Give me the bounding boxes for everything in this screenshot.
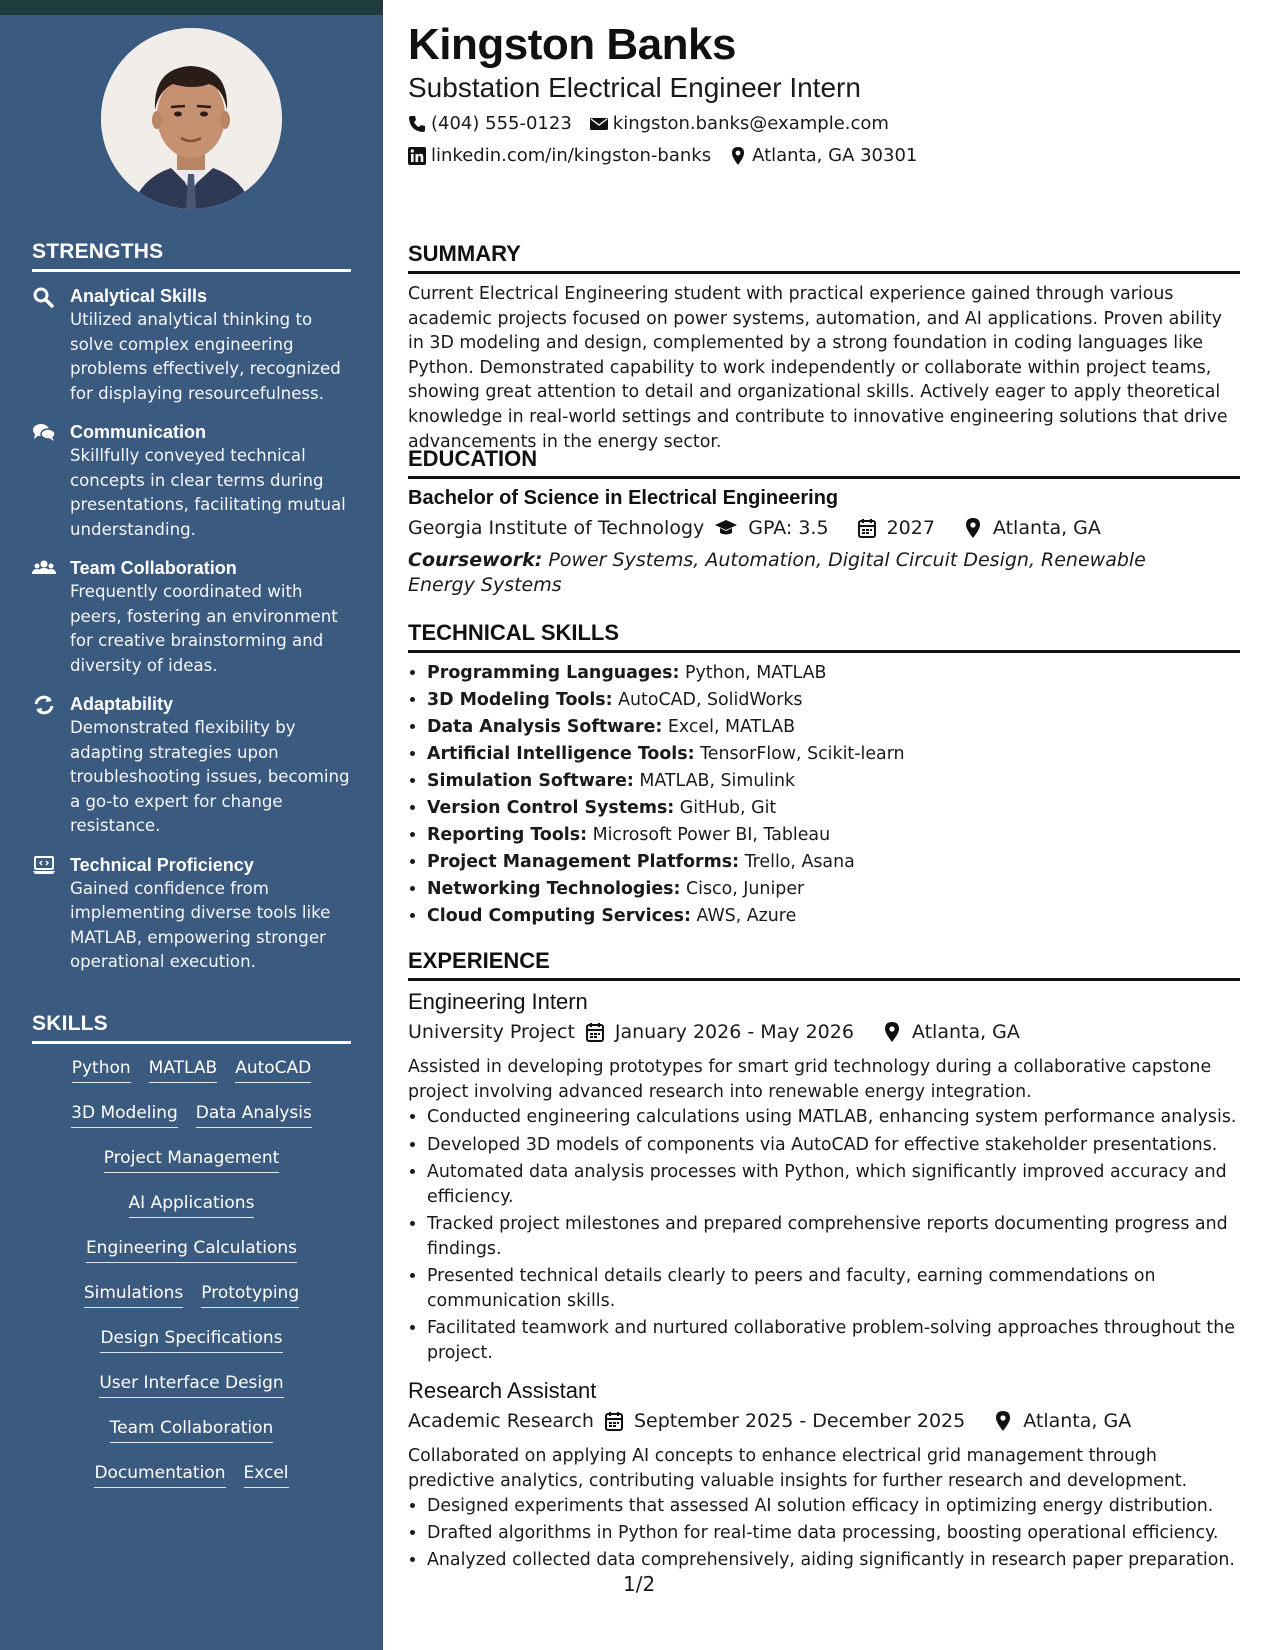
strength-item [32, 556, 351, 678]
strength-item [32, 420, 351, 542]
strengths-heading: STRENGTHS [32, 240, 351, 272]
strength-description: Frequently coordinated with peers, fostering an environment for creative brainstorming and diversity of ideas. [70, 582, 338, 675]
coursework-list: Power Systems, Automation, Digital Circuit Design, Renewable Energy Systems [408, 549, 1146, 596]
skill-tag: MATLAB [149, 1056, 218, 1083]
search-icon [32, 286, 56, 308]
skill-tag: Team Collaboration [110, 1416, 274, 1443]
summary-heading: SUMMARY [408, 241, 1240, 274]
technical-skill-item [427, 903, 1240, 930]
skill-tag: Prototyping [201, 1281, 299, 1308]
skills-list [32, 1056, 351, 1506]
contact-line-2 [408, 145, 917, 166]
job-organization: Academic Research [408, 1410, 594, 1432]
job-bullet: • Facilitated teamwork and nurtured collaborative problem-solving approaches throughout the project. [427, 1316, 1240, 1365]
technical-skills-heading: TECHNICAL SKILLS [408, 620, 1240, 653]
skill-row [32, 1056, 351, 1101]
strength-title: Adaptability [70, 694, 174, 714]
strength-title: Communication [70, 422, 207, 442]
calendar-icon [604, 1411, 624, 1431]
skill-row [32, 1146, 351, 1191]
skill-row [32, 1461, 351, 1506]
skill-tag: AutoCAD [235, 1056, 311, 1083]
location-text: Atlanta, GA 30301 [752, 145, 918, 166]
skills-section [32, 1012, 351, 1506]
technical-skill-value: Excel, MATLAB [667, 717, 796, 737]
coursework-label: Coursework: [408, 549, 543, 571]
skill-row [32, 1371, 351, 1416]
job-dates: September 2025 - December 2025 [633, 1410, 966, 1432]
location-item [729, 145, 917, 166]
technical-skill-label: Cloud Computing Services: [427, 906, 691, 926]
skill-row [32, 1101, 351, 1146]
skill-tag: Python [72, 1056, 131, 1083]
skill-tag: AI Applications [129, 1191, 255, 1218]
education-meta [408, 517, 1101, 539]
phone-icon [408, 115, 426, 133]
degree-title: Bachelor of Science in Electrical Engineering [408, 487, 839, 509]
strength-item [32, 284, 351, 406]
skill-tag: Data Analysis [196, 1101, 312, 1128]
laptop-code-icon [32, 855, 56, 877]
job-location: Atlanta, GA [1023, 1410, 1132, 1432]
strength-description: Skillfully conveyed technical concepts in clear terms during presentations, facilitating mutual understanding. [70, 446, 346, 539]
job-bullet: • Automated data analysis processes with Python, which significantly improved accuracy and efficiency. [427, 1160, 1240, 1209]
map-marker-icon [882, 1022, 902, 1042]
strength-description: Gained confidence from implementing diverse tools like MATLAB, empowering stronger operational execution. [70, 878, 331, 971]
technical-skill-value: Microsoft Power BI, Tableau [592, 825, 831, 845]
skill-tag: Design Specifications [100, 1326, 282, 1353]
technical-skill-label: 3D Modeling Tools: [427, 690, 613, 710]
calendar-icon [585, 1022, 605, 1042]
sidebar-top-bar [0, 0, 383, 15]
sidebar [0, 0, 383, 1650]
technical-skill-label: Programming Languages: [427, 663, 680, 683]
map-marker-icon [993, 1411, 1013, 1431]
email-address: kingston.banks@example.com [612, 113, 889, 134]
technical-skill-value: AWS, Azure [696, 906, 797, 926]
technical-skill-label: Reporting Tools: [427, 825, 588, 845]
technical-skill-value: GitHub, Git [679, 798, 777, 818]
phone-item[interactable] [408, 113, 572, 134]
skill-row [32, 1281, 351, 1326]
technical-skill-label: Networking Technologies: [427, 879, 681, 899]
skill-tag: Project Management [104, 1146, 280, 1173]
job-bullet: • Developed 3D models of components via AutoCAD for effective stakeholder presentations. [427, 1133, 1240, 1158]
technical-skill-label: Data Analysis Software: [427, 717, 663, 737]
technical-skill-item [427, 741, 1240, 768]
job-summary: Assisted in developing prototypes for smart grid technology during a collaborative capstone project involving advanced research into renewable energy integration. [408, 1057, 1212, 1102]
technical-skill-value: AutoCAD, SolidWorks [618, 690, 803, 710]
strength-title: Team Collaboration [70, 558, 237, 578]
gpa-value: GPA: 3.5 [748, 517, 829, 539]
technical-skill-item [427, 876, 1240, 903]
strength-item [32, 692, 351, 839]
job-bullet: • Tracked project milestones and prepared comprehensive reports documenting progress and findings. [427, 1212, 1240, 1261]
strength-item [32, 853, 351, 975]
technical-skill-value: MATLAB, Simulink [639, 771, 796, 791]
page-number: 1/2 [623, 1572, 656, 1596]
strength-title: Analytical Skills [70, 286, 208, 306]
school-name: Georgia Institute of Technology [408, 517, 705, 539]
technical-skill-value: Python, MATLAB [684, 663, 827, 683]
technical-skill-value: Cisco, Juniper [685, 879, 805, 899]
job-bullet: • Drafted algorithms in Python for real-time data processing, boosting operational efficiency. [427, 1520, 1240, 1547]
profile-photo [101, 28, 282, 209]
calendar-icon [857, 518, 877, 538]
job-organization: University Project [408, 1021, 575, 1043]
skill-tag: 3D Modeling [71, 1101, 178, 1128]
job-bullet: • Designed experiments that assessed AI solution efficacy in optimizing energy distribution. [427, 1493, 1240, 1520]
phone-number: (404) 555-0123 [431, 113, 572, 134]
experience-heading: EXPERIENCE [408, 948, 1240, 981]
job-meta [408, 1410, 1131, 1432]
strength-description: Demonstrated flexibility by adapting strategies upon troubleshooting issues, becoming a go-to expert for change resistance. [70, 718, 350, 835]
technical-skill-label: Version Control Systems: [427, 798, 675, 818]
job-title: Engineering Intern [408, 989, 588, 1014]
summary-text: Current Electrical Engineering student with practical experience gained through various academic projects focused on power systems, automation, and AI applications. Proven ability in 3D modeling and design, complemented by a strong foundation in coding languages like Python. Demonstrated capability to work independently or collaborate within project teams, showing great attention to detail and organizational skills. Actively eager to apply theoretical knowledge in real-world settings and contribute to innovative engineering solutions that drive advancements in the energy sector. [408, 284, 1228, 452]
skill-tag: User Interface Design [99, 1371, 283, 1398]
technical-skill-item [427, 822, 1240, 849]
technical-skill-label: Artificial Intelligence Tools: [427, 744, 695, 764]
comments-icon [32, 422, 56, 444]
job-summary: Collaborated on applying AI concepts to enhance electrical grid management through predictive analytics, contributing valuable insights for further research and development. [408, 1446, 1188, 1491]
skill-row [32, 1416, 351, 1461]
job-title: Research Assistant [408, 1378, 597, 1403]
map-marker-icon [729, 147, 747, 165]
sync-icon [32, 694, 56, 716]
strength-title: Technical Proficiency [70, 854, 254, 875]
job-meta [408, 1021, 1020, 1043]
technical-skill-item [427, 768, 1240, 795]
strength-description: Utilized analytical thinking to solve complex engineering problems effectively, recognized for displaying resourcefulness. [70, 310, 341, 403]
linkedin-url: linkedin.com/in/kingston-banks [431, 145, 712, 166]
linkedin-icon [408, 147, 426, 165]
job-location: Atlanta, GA [911, 1021, 1020, 1043]
linkedin-item[interactable] [408, 145, 711, 166]
technical-skill-value: Trello, Asana [744, 852, 855, 872]
technical-skill-item [427, 795, 1240, 822]
skill-row [32, 1191, 351, 1236]
technical-skill-label: Project Management Platforms: [427, 852, 740, 872]
graduation-year: 2027 [886, 517, 935, 539]
job-role: Substation Electrical Engineer Intern [408, 72, 861, 103]
technical-skill-item [427, 660, 1240, 687]
job-dates: January 2026 - May 2026 [614, 1021, 854, 1043]
school-location: Atlanta, GA [992, 517, 1101, 539]
job-bullet: • Analyzed collected data comprehensively, aiding significantly in research paper preparation. [427, 1547, 1240, 1574]
job-bullets [408, 1493, 1240, 1574]
skill-tag: Excel [244, 1461, 289, 1488]
candidate-name: Kingston Banks [408, 20, 736, 69]
users-icon [32, 558, 56, 580]
envelope-icon [590, 115, 608, 133]
skill-row [32, 1236, 351, 1281]
contact-line-1 [408, 113, 889, 134]
skills-heading: SKILLS [32, 1012, 351, 1044]
email-item[interactable] [590, 113, 889, 134]
skill-tag: Simulations [84, 1281, 183, 1308]
graduation-cap-icon [714, 518, 738, 538]
technical-skill-label: Simulation Software: [427, 771, 634, 791]
technical-skill-item [427, 687, 1240, 714]
skill-row [32, 1326, 351, 1371]
technical-skill-item [427, 714, 1240, 741]
job-bullet: • Conducted engineering calculations using MATLAB, enhancing system performance analysis. [427, 1105, 1240, 1130]
education-heading: EDUCATION [408, 446, 1240, 479]
job-bullets [408, 1105, 1240, 1368]
map-marker-icon [963, 518, 983, 538]
technical-skills-list [408, 660, 1240, 930]
skill-tag: Documentation [94, 1461, 225, 1488]
job-bullet: • Presented technical details clearly to peers and faculty, earning commendations on communication skills. [427, 1264, 1240, 1313]
technical-skill-item [427, 849, 1240, 876]
strengths-section [32, 240, 351, 975]
coursework [408, 548, 1208, 598]
technical-skill-value: TensorFlow, Scikit-learn [700, 744, 905, 764]
skill-tag: Engineering Calculations [86, 1236, 297, 1263]
